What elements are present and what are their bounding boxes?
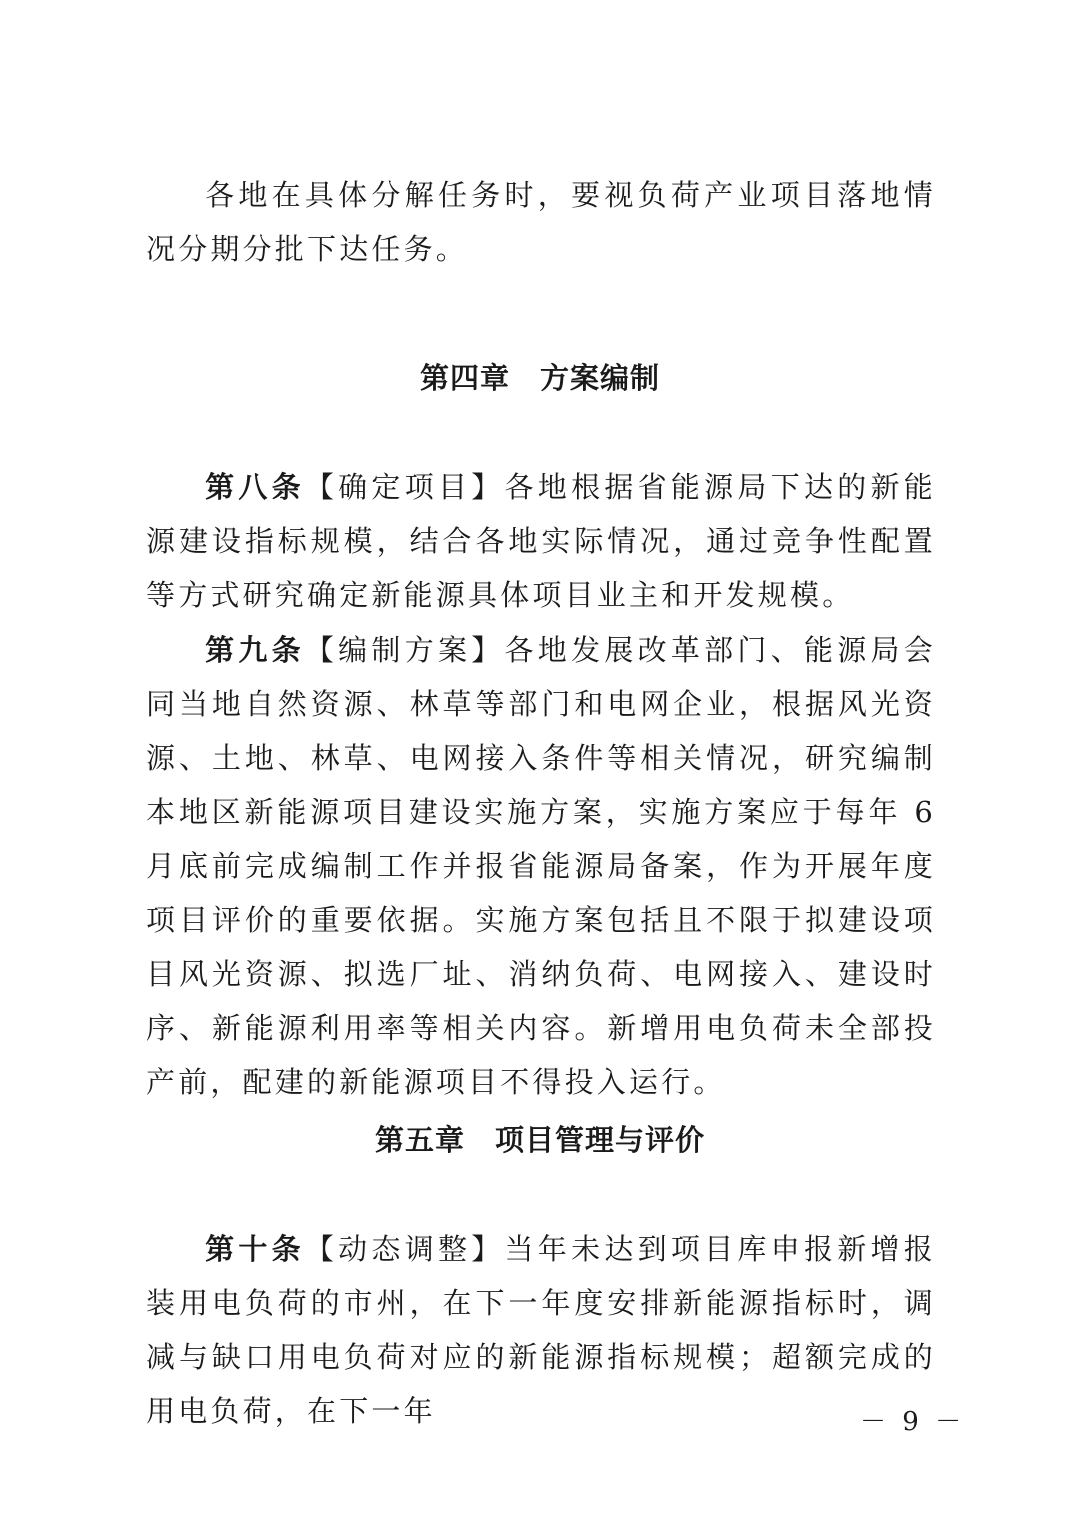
article-8-paragraph [146, 460, 936, 622]
chapter-4-title: 方案编制 [540, 361, 661, 395]
chapter-5-title: 项目管理与评价 [495, 1123, 706, 1157]
article-8-tag: 【确定项目】 [304, 470, 505, 504]
article-10-tag: 【动态调整】 [304, 1232, 505, 1266]
article-9-text: 各地发展改革部门、能源局会同当地自然资源、林草等部门和电网企业，根据风光资源、土地、林草、电网接入条件等相关情况，研究编制本地区新能源项目建设实施方案，实施方案应于每年 6 月底前完成编制工作并报省能源局备案，作为开展年度项目评价的重要依据。实施方案包括且不限于拟建设项目风光资源、拟选厂址、消纳负荷、电网接入、建设时序、新能源利用率等相关内容。新增用电负荷未全部投产前，配建的新能源项目不得投入运行。 [146, 633, 936, 1099]
article-9-number: 第九条 [204, 633, 305, 667]
article-10-text: 当年未达到项目库申报新增报装用电负荷的市州，在下一年度安排新能源指标时，调减与缺口用电负荷对应的新能源指标规模；超额完成的用电负荷，在下一年 [146, 1232, 936, 1428]
article-9-paragraph [146, 623, 936, 1109]
article-10-number: 第十条 [204, 1232, 305, 1266]
page-number: － 9 － [860, 1407, 966, 1437]
article-8-number: 第八条 [204, 470, 305, 504]
chapter-4-number: 第四章 [419, 361, 510, 395]
intro-text: 各地在具体分解任务时，要视负荷产业项目落地情况分期分批下达任务。 [146, 178, 936, 266]
chapter-5-number: 第五章 [374, 1123, 465, 1157]
intro-paragraph [146, 168, 936, 276]
chapter-5-heading [0, 1120, 1080, 1160]
article-10-paragraph [146, 1222, 936, 1438]
chapter-4-heading [0, 358, 1080, 398]
article-9-tag: 【编制方案】 [304, 633, 505, 667]
article-8-text: 各地根据省能源局下达的新能源建设指标规模，结合各地实际情况，通过竞争性配置等方式研究确定新能源具体项目业主和开发规模。 [146, 470, 936, 612]
